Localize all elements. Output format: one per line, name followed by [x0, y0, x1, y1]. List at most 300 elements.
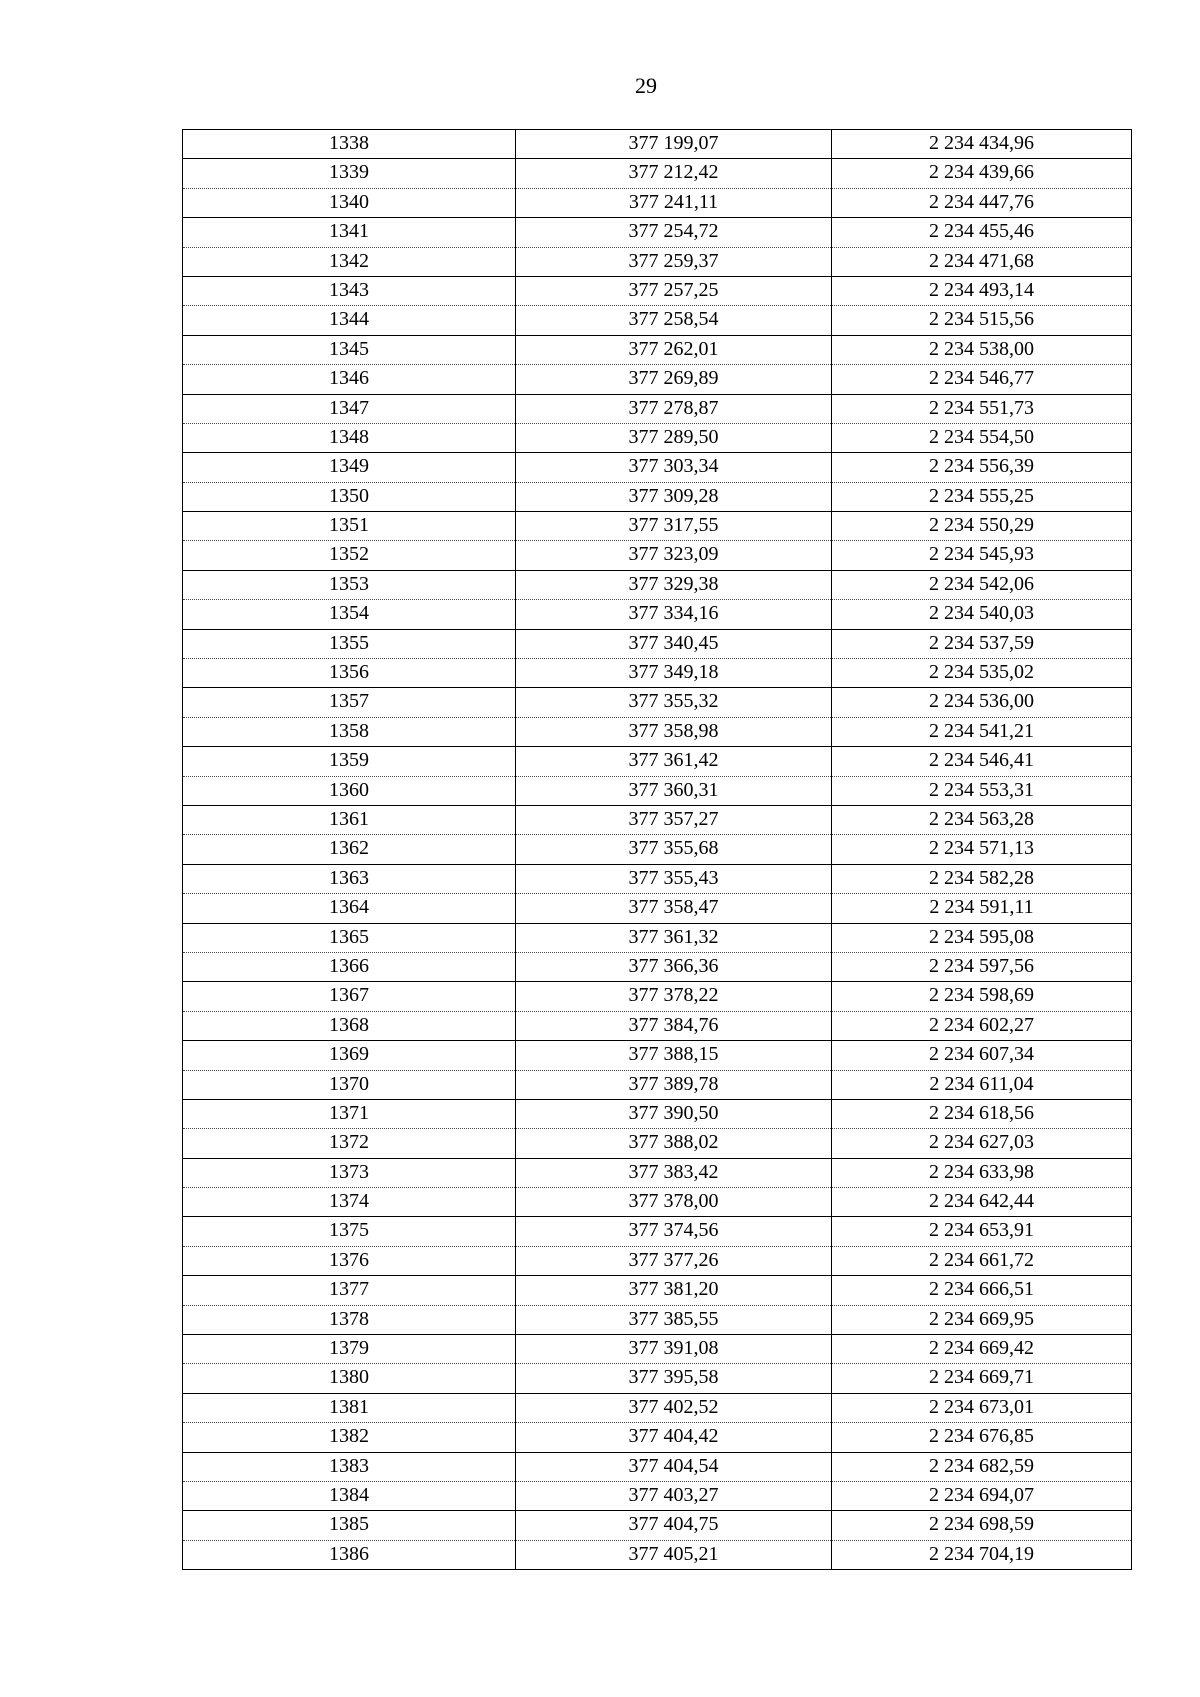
table-row — [183, 1217, 1132, 1246]
table-row — [183, 247, 1132, 276]
cell-text: 2 234 556,39 — [929, 455, 1034, 478]
cell-text: 1353 — [329, 572, 369, 595]
y-coordinate-cell — [832, 306, 1132, 335]
table-row — [183, 747, 1132, 776]
cell-text: 2 234 471,68 — [929, 249, 1034, 272]
table-row — [183, 776, 1132, 805]
cell-text: 1360 — [329, 778, 369, 801]
cell-text: 1377 — [329, 1278, 369, 1301]
point-number-cell — [183, 1011, 516, 1040]
table-row — [183, 1188, 1132, 1217]
x-coordinate-cell — [516, 1335, 832, 1364]
point-number-cell — [183, 1511, 516, 1540]
cell-text: 1385 — [329, 1513, 369, 1536]
cell-text: 377 329,38 — [628, 572, 719, 595]
cell-text: 377 374,56 — [628, 1219, 719, 1242]
cell-text: 377 317,55 — [628, 514, 719, 537]
cell-text: 2 234 598,69 — [929, 984, 1034, 1007]
cell-text: 377 366,36 — [628, 954, 719, 977]
x-coordinate-cell — [516, 1011, 832, 1040]
table-row — [183, 805, 1132, 834]
table-row — [183, 1129, 1132, 1158]
cell-text: 2 234 551,73 — [929, 396, 1034, 419]
cell-text: 2 234 698,59 — [929, 1513, 1034, 1536]
cell-text: 2 234 653,91 — [929, 1219, 1034, 1242]
x-coordinate-cell — [516, 747, 832, 776]
table-row — [183, 453, 1132, 482]
cell-text: 2 234 447,76 — [929, 190, 1034, 213]
cell-text: 2 234 666,51 — [929, 1278, 1034, 1301]
point-number-cell — [183, 952, 516, 981]
cell-text: 377 402,52 — [628, 1395, 719, 1418]
table-row — [183, 1246, 1132, 1275]
cell-text: 377 259,37 — [628, 249, 719, 272]
point-number-cell — [183, 1217, 516, 1246]
cell-text: 377 405,21 — [628, 1542, 719, 1565]
point-number-cell — [183, 600, 516, 629]
cell-text: 2 234 554,50 — [929, 425, 1034, 448]
y-coordinate-cell — [832, 1011, 1132, 1040]
table-row — [183, 952, 1132, 981]
cell-text: 377 383,42 — [628, 1160, 719, 1183]
x-coordinate-cell — [516, 1452, 832, 1481]
y-coordinate-cell — [832, 864, 1132, 893]
cell-text: 2 234 553,31 — [929, 778, 1034, 801]
table-row — [183, 1276, 1132, 1305]
x-coordinate-cell — [516, 335, 832, 364]
cell-text: 1358 — [329, 719, 369, 742]
cell-text: 377 355,68 — [628, 837, 719, 860]
cell-text: 2 234 439,66 — [929, 161, 1034, 184]
table-row — [183, 835, 1132, 864]
point-number-cell — [183, 394, 516, 423]
table-row — [183, 1070, 1132, 1099]
point-number-cell — [183, 1246, 516, 1275]
cell-text: 2 234 676,85 — [929, 1425, 1034, 1448]
table-row — [183, 306, 1132, 335]
point-number-cell — [183, 982, 516, 1011]
y-coordinate-cell — [832, 659, 1132, 688]
cell-text: 1356 — [329, 661, 369, 684]
cell-text: 377 358,98 — [628, 719, 719, 742]
point-number-cell — [183, 894, 516, 923]
y-coordinate-cell — [832, 1158, 1132, 1187]
y-coordinate-cell — [832, 1305, 1132, 1334]
x-coordinate-cell — [516, 276, 832, 305]
table-row — [183, 1452, 1132, 1481]
y-coordinate-cell — [832, 982, 1132, 1011]
cell-text: 1357 — [329, 690, 369, 713]
y-coordinate-cell — [832, 1070, 1132, 1099]
point-number-cell — [183, 1364, 516, 1393]
cell-text: 2 234 669,71 — [929, 1366, 1034, 1389]
cell-text: 1370 — [329, 1072, 369, 1095]
point-number-cell — [183, 541, 516, 570]
cell-text: 1364 — [329, 896, 369, 919]
y-coordinate-cell — [832, 1423, 1132, 1452]
y-coordinate-cell — [832, 1099, 1132, 1128]
point-number-cell — [183, 805, 516, 834]
table-row — [183, 218, 1132, 247]
cell-text: 2 234 633,98 — [929, 1160, 1034, 1183]
x-coordinate-cell — [516, 1540, 832, 1569]
cell-text: 2 234 537,59 — [929, 631, 1034, 654]
point-number-cell — [183, 1129, 516, 1158]
y-coordinate-cell — [832, 188, 1132, 217]
cell-text: 377 334,16 — [628, 602, 719, 625]
point-number-cell — [183, 335, 516, 364]
cell-text: 1338 — [329, 132, 369, 154]
table-row — [183, 541, 1132, 570]
table-row — [183, 688, 1132, 717]
cell-text: 1369 — [329, 1043, 369, 1066]
y-coordinate-cell — [832, 453, 1132, 482]
cell-text: 1341 — [329, 220, 369, 243]
point-number-cell — [183, 159, 516, 188]
cell-text: 1350 — [329, 484, 369, 507]
x-coordinate-cell — [516, 600, 832, 629]
cell-text: 2 234 545,93 — [929, 543, 1034, 566]
point-number-cell — [183, 188, 516, 217]
cell-text: 2 234 434,96 — [929, 132, 1034, 154]
point-number-cell — [183, 1305, 516, 1334]
cell-text: 2 234 540,03 — [929, 602, 1034, 625]
point-number-cell — [183, 629, 516, 658]
x-coordinate-cell — [516, 306, 832, 335]
x-coordinate-cell — [516, 835, 832, 864]
cell-text: 2 234 591,11 — [929, 896, 1034, 919]
y-coordinate-cell — [832, 1540, 1132, 1569]
cell-text: 377 388,02 — [628, 1131, 719, 1154]
cell-text: 1365 — [329, 925, 369, 948]
cell-text: 1386 — [329, 1542, 369, 1565]
cell-text: 1346 — [329, 367, 369, 390]
cell-text: 1381 — [329, 1395, 369, 1418]
cell-text: 377 391,08 — [628, 1337, 719, 1360]
cell-text: 377 381,20 — [628, 1278, 719, 1301]
y-coordinate-cell — [832, 923, 1132, 952]
point-number-cell — [183, 864, 516, 893]
cell-text: 2 234 582,28 — [929, 866, 1034, 889]
point-number-cell — [183, 218, 516, 247]
table-row — [183, 600, 1132, 629]
x-coordinate-cell — [516, 365, 832, 394]
cell-text: 377 360,31 — [628, 778, 719, 801]
coordinates-table — [182, 129, 1132, 1570]
cell-text: 2 234 607,34 — [929, 1043, 1034, 1066]
table-row — [183, 717, 1132, 746]
x-coordinate-cell — [516, 159, 832, 188]
point-number-cell — [183, 835, 516, 864]
table-row — [183, 188, 1132, 217]
y-coordinate-cell — [832, 130, 1132, 159]
x-coordinate-cell — [516, 1423, 832, 1452]
cell-text: 1342 — [329, 249, 369, 272]
table-row — [183, 394, 1132, 423]
x-coordinate-cell — [516, 923, 832, 952]
cell-text: 2 234 618,56 — [929, 1101, 1034, 1124]
cell-text: 377 378,22 — [628, 984, 719, 1007]
x-coordinate-cell — [516, 130, 832, 159]
table-row — [183, 923, 1132, 952]
point-number-cell — [183, 247, 516, 276]
table-row — [183, 1011, 1132, 1040]
x-coordinate-cell — [516, 482, 832, 511]
cell-text: 1368 — [329, 1013, 369, 1036]
cell-text: 377 390,50 — [628, 1101, 719, 1124]
cell-text: 377 355,43 — [628, 866, 719, 889]
cell-text: 377 361,32 — [628, 925, 719, 948]
cell-text: 1379 — [329, 1337, 369, 1360]
point-number-cell — [183, 1070, 516, 1099]
cell-text: 377 378,00 — [628, 1190, 719, 1213]
table-row — [183, 423, 1132, 452]
x-coordinate-cell — [516, 218, 832, 247]
table-row — [183, 1364, 1132, 1393]
point-number-cell — [183, 1481, 516, 1510]
x-coordinate-cell — [516, 982, 832, 1011]
y-coordinate-cell — [832, 423, 1132, 452]
point-number-cell — [183, 276, 516, 305]
x-coordinate-cell — [516, 453, 832, 482]
cell-text: 1371 — [329, 1101, 369, 1124]
point-number-cell — [183, 1393, 516, 1422]
point-number-cell — [183, 365, 516, 394]
y-coordinate-cell — [832, 776, 1132, 805]
table-row — [183, 894, 1132, 923]
cell-text: 1344 — [329, 308, 369, 331]
cell-text: 1375 — [329, 1219, 369, 1242]
table-row — [183, 365, 1132, 394]
cell-text: 2 234 541,21 — [929, 719, 1034, 742]
cell-text: 377 404,75 — [628, 1513, 719, 1536]
cell-text: 1367 — [329, 984, 369, 1007]
y-coordinate-cell — [832, 1364, 1132, 1393]
point-number-cell — [183, 482, 516, 511]
page-number: 29 — [635, 73, 657, 98]
table-row — [183, 629, 1132, 658]
cell-text: 1366 — [329, 954, 369, 977]
point-number-cell — [183, 1335, 516, 1364]
coordinates-table-body — [183, 130, 1132, 1570]
cell-text: 377 340,45 — [628, 631, 719, 654]
cell-text: 2 234 563,28 — [929, 807, 1034, 830]
point-number-cell — [183, 1158, 516, 1187]
cell-text: 1373 — [329, 1160, 369, 1183]
cell-text: 2 234 642,44 — [929, 1190, 1034, 1213]
x-coordinate-cell — [516, 188, 832, 217]
table-row — [183, 159, 1132, 188]
cell-text: 1374 — [329, 1190, 369, 1213]
cell-text: 377 357,27 — [628, 807, 719, 830]
y-coordinate-cell — [832, 247, 1132, 276]
cell-text: 1349 — [329, 455, 369, 478]
x-coordinate-cell — [516, 1070, 832, 1099]
cell-text: 1359 — [329, 749, 369, 772]
point-number-cell — [183, 659, 516, 688]
y-coordinate-cell — [832, 482, 1132, 511]
x-coordinate-cell — [516, 1364, 832, 1393]
cell-text: 1380 — [329, 1366, 369, 1389]
y-coordinate-cell — [832, 218, 1132, 247]
table-row — [183, 1511, 1132, 1540]
cell-text: 377 309,28 — [628, 484, 719, 507]
x-coordinate-cell — [516, 776, 832, 805]
cell-text: 377 303,34 — [628, 455, 719, 478]
point-number-cell — [183, 717, 516, 746]
cell-text: 2 234 597,56 — [929, 954, 1034, 977]
cell-text: 377 404,42 — [628, 1425, 719, 1448]
y-coordinate-cell — [832, 541, 1132, 570]
cell-text: 377 384,76 — [628, 1013, 719, 1036]
table-row — [183, 1158, 1132, 1187]
cell-text: 1348 — [329, 425, 369, 448]
table-row — [183, 1481, 1132, 1510]
cell-text: 1354 — [329, 602, 369, 625]
y-coordinate-cell — [832, 512, 1132, 541]
y-coordinate-cell — [832, 952, 1132, 981]
cell-text: 2 234 546,41 — [929, 749, 1034, 772]
table-row — [183, 982, 1132, 1011]
cell-text: 1361 — [329, 807, 369, 830]
cell-text: 2 234 515,56 — [929, 308, 1034, 331]
cell-text: 2 234 704,19 — [929, 1542, 1034, 1565]
y-coordinate-cell — [832, 159, 1132, 188]
cell-text: 377 269,89 — [628, 367, 719, 390]
table-row — [183, 335, 1132, 364]
x-coordinate-cell — [516, 1511, 832, 1540]
cell-text: 377 349,18 — [628, 661, 719, 684]
y-coordinate-cell — [832, 394, 1132, 423]
cell-text: 1355 — [329, 631, 369, 654]
cell-text: 1345 — [329, 337, 369, 360]
y-coordinate-cell — [832, 747, 1132, 776]
cell-text: 377 212,42 — [628, 161, 719, 184]
cell-text: 377 377,26 — [628, 1248, 719, 1271]
table-row — [183, 1335, 1132, 1364]
point-number-cell — [183, 423, 516, 452]
table-row — [183, 864, 1132, 893]
cell-text: 377 388,15 — [628, 1043, 719, 1066]
cell-text: 377 385,55 — [628, 1307, 719, 1330]
cell-text: 377 278,87 — [628, 396, 719, 419]
y-coordinate-cell — [832, 1511, 1132, 1540]
x-coordinate-cell — [516, 659, 832, 688]
point-number-cell — [183, 1041, 516, 1070]
y-coordinate-cell — [832, 835, 1132, 864]
cell-text: 1362 — [329, 837, 369, 860]
x-coordinate-cell — [516, 805, 832, 834]
y-coordinate-cell — [832, 1276, 1132, 1305]
x-coordinate-cell — [516, 1246, 832, 1275]
x-coordinate-cell — [516, 423, 832, 452]
point-number-cell — [183, 453, 516, 482]
cell-text: 1376 — [329, 1248, 369, 1271]
cell-text: 1384 — [329, 1483, 369, 1506]
x-coordinate-cell — [516, 1041, 832, 1070]
x-coordinate-cell — [516, 1188, 832, 1217]
cell-text: 2 234 571,13 — [929, 837, 1034, 860]
cell-text: 2 234 669,42 — [929, 1337, 1034, 1360]
cell-text: 377 358,47 — [628, 896, 719, 919]
cell-text: 377 404,54 — [628, 1454, 719, 1477]
x-coordinate-cell — [516, 894, 832, 923]
cell-text: 377 262,01 — [628, 337, 719, 360]
y-coordinate-cell — [832, 365, 1132, 394]
cell-text: 1378 — [329, 1307, 369, 1330]
y-coordinate-cell — [832, 1217, 1132, 1246]
table-row — [183, 1099, 1132, 1128]
x-coordinate-cell — [516, 394, 832, 423]
table-row — [183, 512, 1132, 541]
cell-text: 1363 — [329, 866, 369, 889]
point-number-cell — [183, 1423, 516, 1452]
y-coordinate-cell — [832, 600, 1132, 629]
y-coordinate-cell — [832, 1452, 1132, 1481]
cell-text: 1340 — [329, 190, 369, 213]
x-coordinate-cell — [516, 1217, 832, 1246]
point-number-cell — [183, 747, 516, 776]
cell-text: 2 234 682,59 — [929, 1454, 1034, 1477]
y-coordinate-cell — [832, 1481, 1132, 1510]
cell-text: 377 355,32 — [628, 690, 719, 713]
y-coordinate-cell — [832, 894, 1132, 923]
point-number-cell — [183, 1099, 516, 1128]
cell-text: 1347 — [329, 396, 369, 419]
cell-text: 2 234 673,01 — [929, 1395, 1034, 1418]
x-coordinate-cell — [516, 717, 832, 746]
y-coordinate-cell — [832, 1041, 1132, 1070]
cell-text: 377 395,58 — [628, 1366, 719, 1389]
table-row — [183, 1540, 1132, 1569]
cell-text: 2 234 611,04 — [929, 1072, 1034, 1095]
x-coordinate-cell — [516, 541, 832, 570]
y-coordinate-cell — [832, 629, 1132, 658]
point-number-cell — [183, 923, 516, 952]
cell-text: 1351 — [329, 514, 369, 537]
table-row — [183, 130, 1132, 159]
point-number-cell — [183, 306, 516, 335]
cell-text: 1382 — [329, 1425, 369, 1448]
cell-text: 2 234 546,77 — [929, 367, 1034, 390]
y-coordinate-cell — [832, 717, 1132, 746]
cell-text: 1352 — [329, 543, 369, 566]
cell-text: 377 257,25 — [628, 278, 719, 301]
x-coordinate-cell — [516, 1276, 832, 1305]
cell-text: 377 254,72 — [628, 220, 719, 243]
point-number-cell — [183, 130, 516, 159]
point-number-cell — [183, 776, 516, 805]
point-number-cell — [183, 688, 516, 717]
cell-text: 2 234 627,03 — [929, 1131, 1034, 1154]
cell-text: 2 234 595,08 — [929, 925, 1034, 948]
cell-text: 2 234 555,25 — [929, 484, 1034, 507]
x-coordinate-cell — [516, 952, 832, 981]
x-coordinate-cell — [516, 1129, 832, 1158]
y-coordinate-cell — [832, 805, 1132, 834]
cell-text: 377 389,78 — [628, 1072, 719, 1095]
y-coordinate-cell — [832, 1393, 1132, 1422]
y-coordinate-cell — [832, 276, 1132, 305]
cell-text: 1343 — [329, 278, 369, 301]
table-row — [183, 1305, 1132, 1334]
y-coordinate-cell — [832, 688, 1132, 717]
x-coordinate-cell — [516, 1305, 832, 1334]
x-coordinate-cell — [516, 688, 832, 717]
table-row — [183, 276, 1132, 305]
cell-text: 1339 — [329, 161, 369, 184]
cell-text: 2 234 542,06 — [929, 572, 1034, 595]
